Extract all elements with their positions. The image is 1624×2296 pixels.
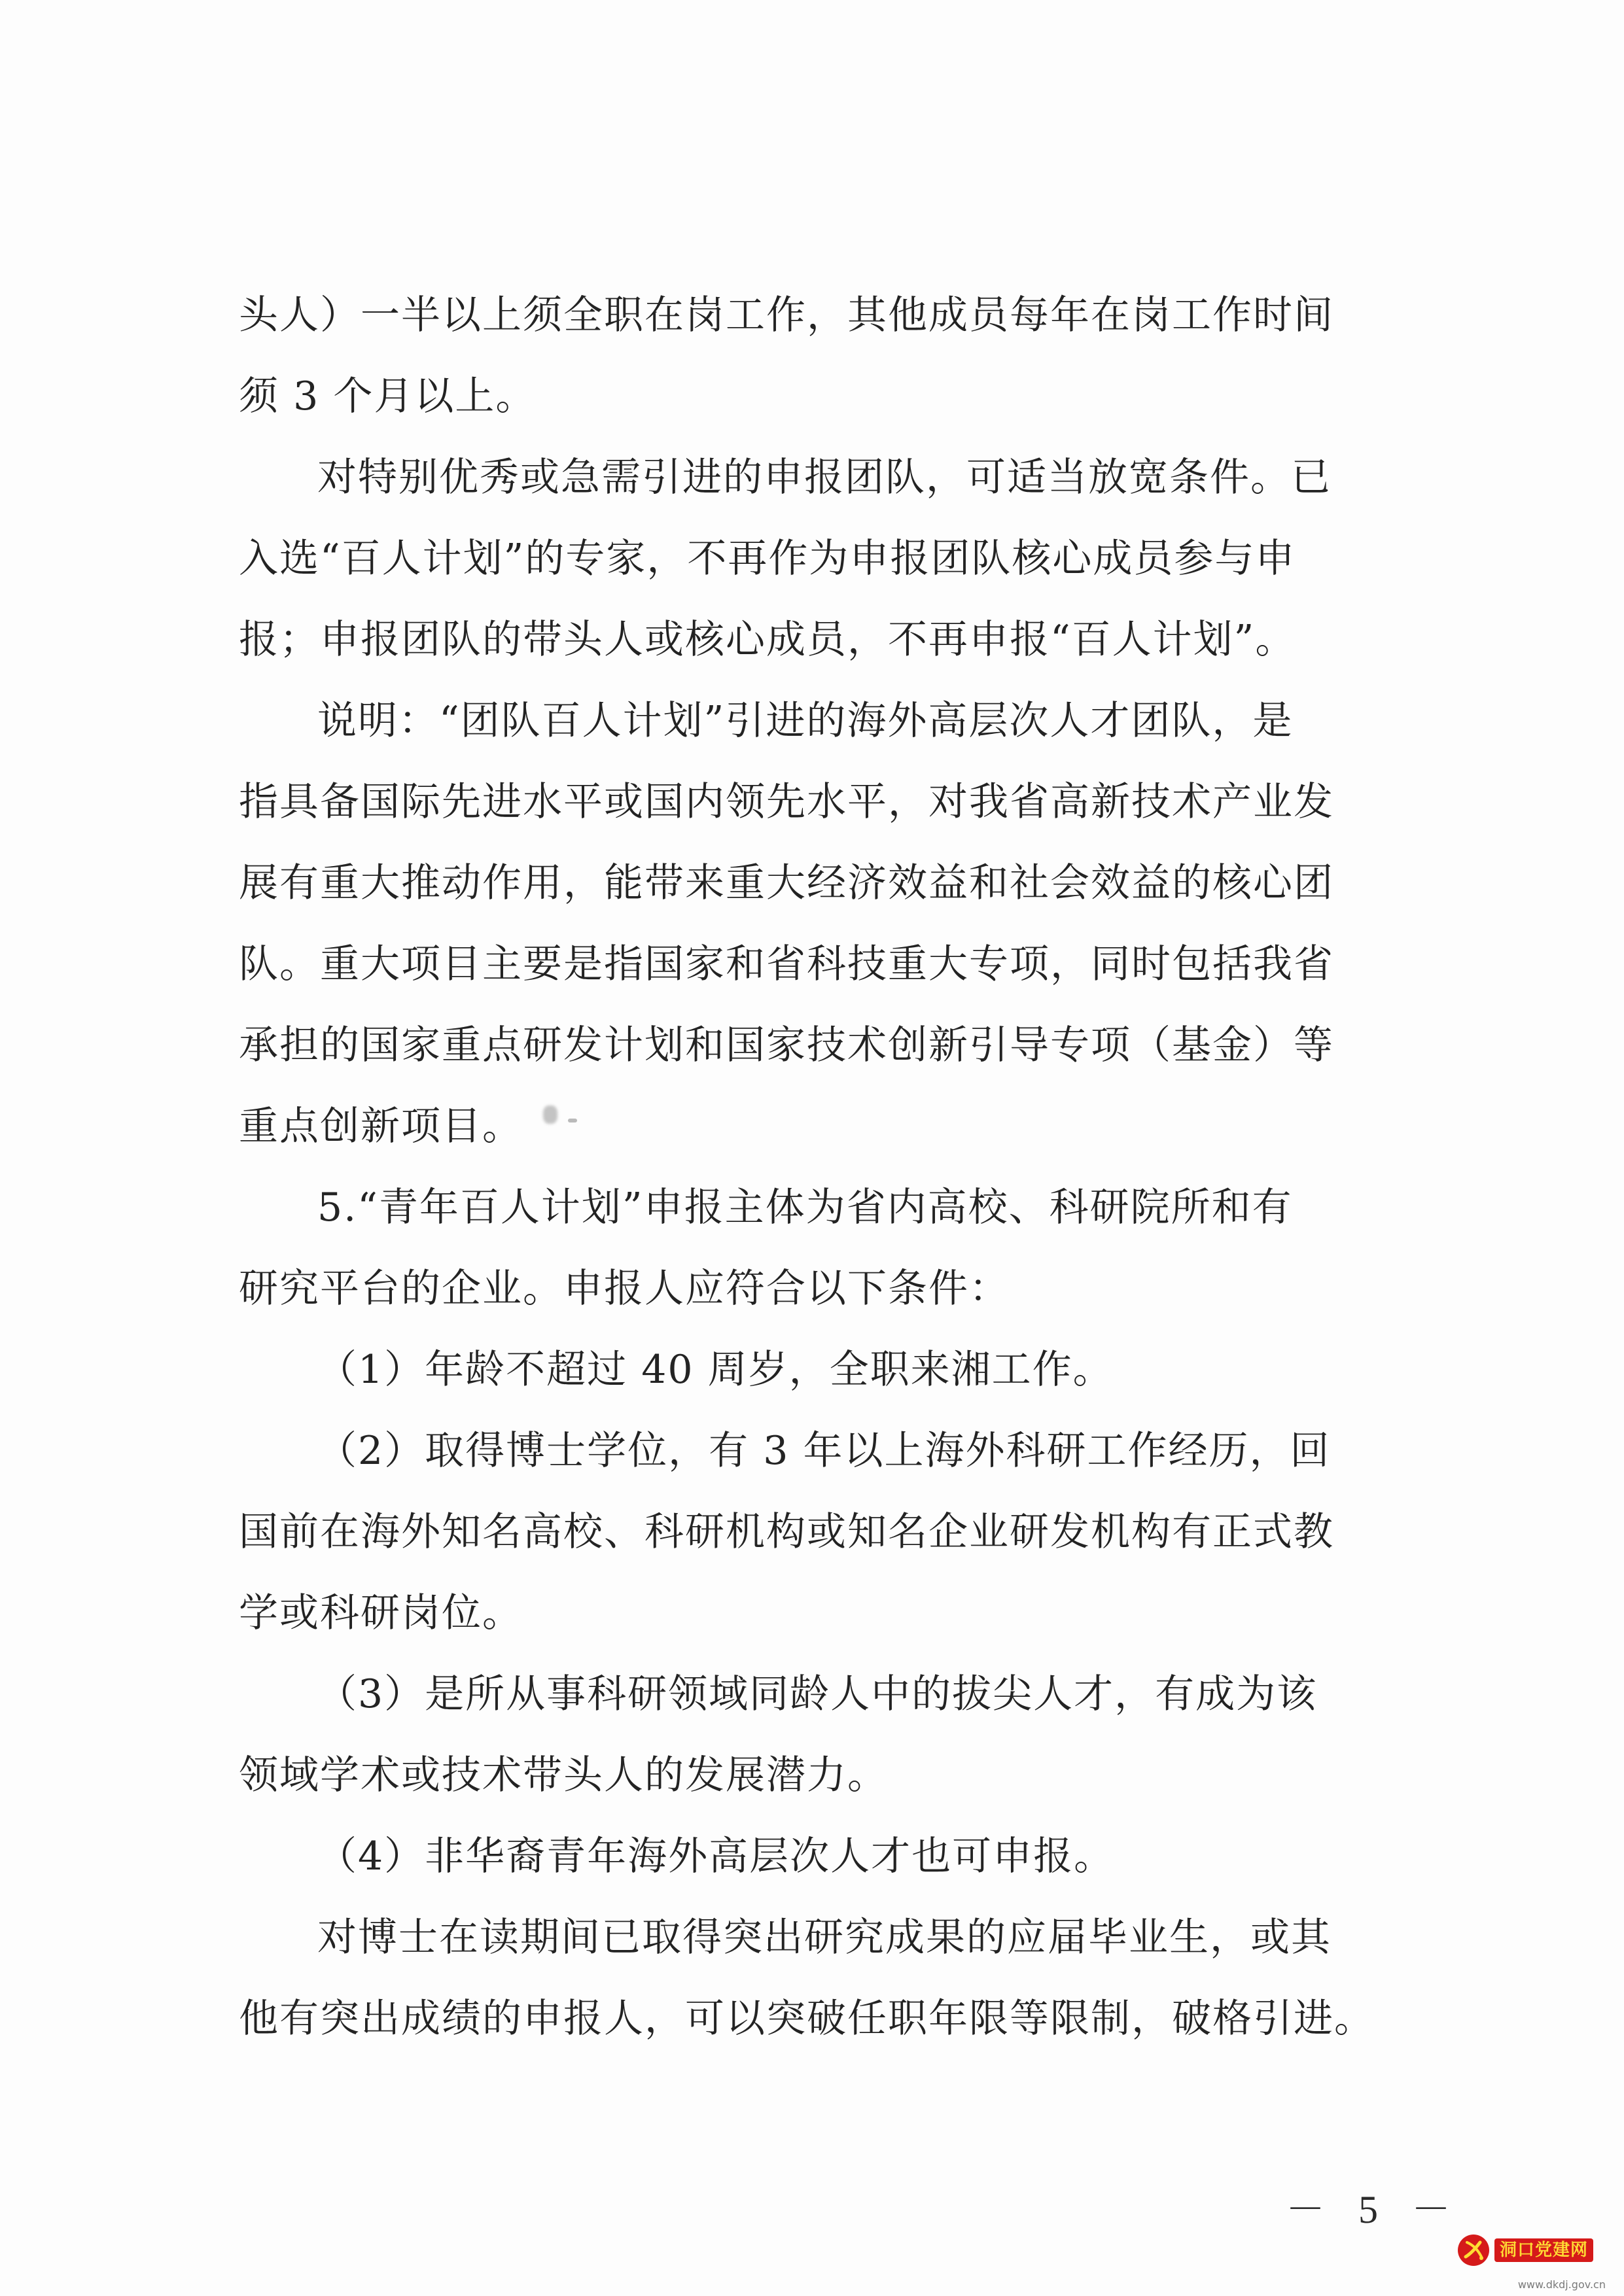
list-item: （3）是所从事科研领域同龄人中的拔尖人才，有成为该: [317, 1671, 1318, 1717]
document-body: [239, 275, 1410, 2059]
text-line: 须 3 个月以上。: [239, 374, 537, 419]
text-line: 头人）一半以上须全职在岗工作，其他成员每年在岗工作时间: [239, 292, 1334, 338]
paragraph-start: 对博士在读期间已取得突出研究成果的应届毕业生，或其: [317, 1915, 1332, 1960]
text-line: 入选“百人计划”的专家，不再作为申报团队核心成员参与申: [239, 536, 1296, 582]
page-number: － 5 －: [1286, 2188, 1462, 2231]
text-line: 领域学术或技术带头人的发展潜力。: [239, 1752, 888, 1798]
site-watermark[interactable]: [1456, 2228, 1606, 2291]
scan-smudge: [543, 1105, 557, 1124]
text-line: 报；申报团队的带头人或核心成员，不再申报“百人计划”。: [239, 617, 1296, 663]
text-line: 国前在海外知名高校、科研机构或知名企业研发机构有正式教: [239, 1509, 1334, 1555]
text-line: 展有重大推动作用，能带来重大经济效益和社会效益的核心团: [239, 860, 1334, 906]
text-line: 他有突出成绩的申报人，可以突破任职年限等限制，破格引进。: [239, 1996, 1375, 2042]
text-line: 指具备国际先进水平或国内领先水平，对我省高新技术产业发: [239, 779, 1334, 825]
text-line: 队。重大项目主要是指国家和省科技重大专项，同时包括我省: [239, 941, 1334, 987]
scan-smudge: [568, 1119, 577, 1122]
watermark-label: 洞口党建网: [1494, 2238, 1593, 2262]
list-item: （4）非华裔青年海外高层次人才也可申报。: [317, 1834, 1115, 1879]
paragraph-start: 对特别优秀或急需引进的申报团队，可适当放宽条件。已: [317, 455, 1332, 500]
party-emblem-icon: [1456, 2233, 1491, 2267]
paragraph-start: 说明：“团队百人计划”引进的海外高层次人才团队，是: [317, 698, 1294, 744]
text-line: 重点创新项目。: [239, 1104, 523, 1149]
paragraph-start: 5.“青年百人计划”申报主体为省内高校、科研院所和有: [317, 1185, 1293, 1230]
list-item: （1）年龄不超过 40 周岁，全职来湘工作。: [317, 1347, 1114, 1393]
watermark-url: www.dkdj.gov.cn: [1517, 2278, 1606, 2291]
text-line: 研究平台的企业。申报人应符合以下条件：: [239, 1266, 1010, 1312]
text-line: 学或科研岗位。: [239, 1590, 523, 1636]
text-line: 承担的国家重点研发计划和国家技术创新引导专项（基金）等: [239, 1022, 1334, 1068]
list-item: （2）取得博士学位，有 3 年以上海外科研工作经历，回: [317, 1428, 1331, 1474]
